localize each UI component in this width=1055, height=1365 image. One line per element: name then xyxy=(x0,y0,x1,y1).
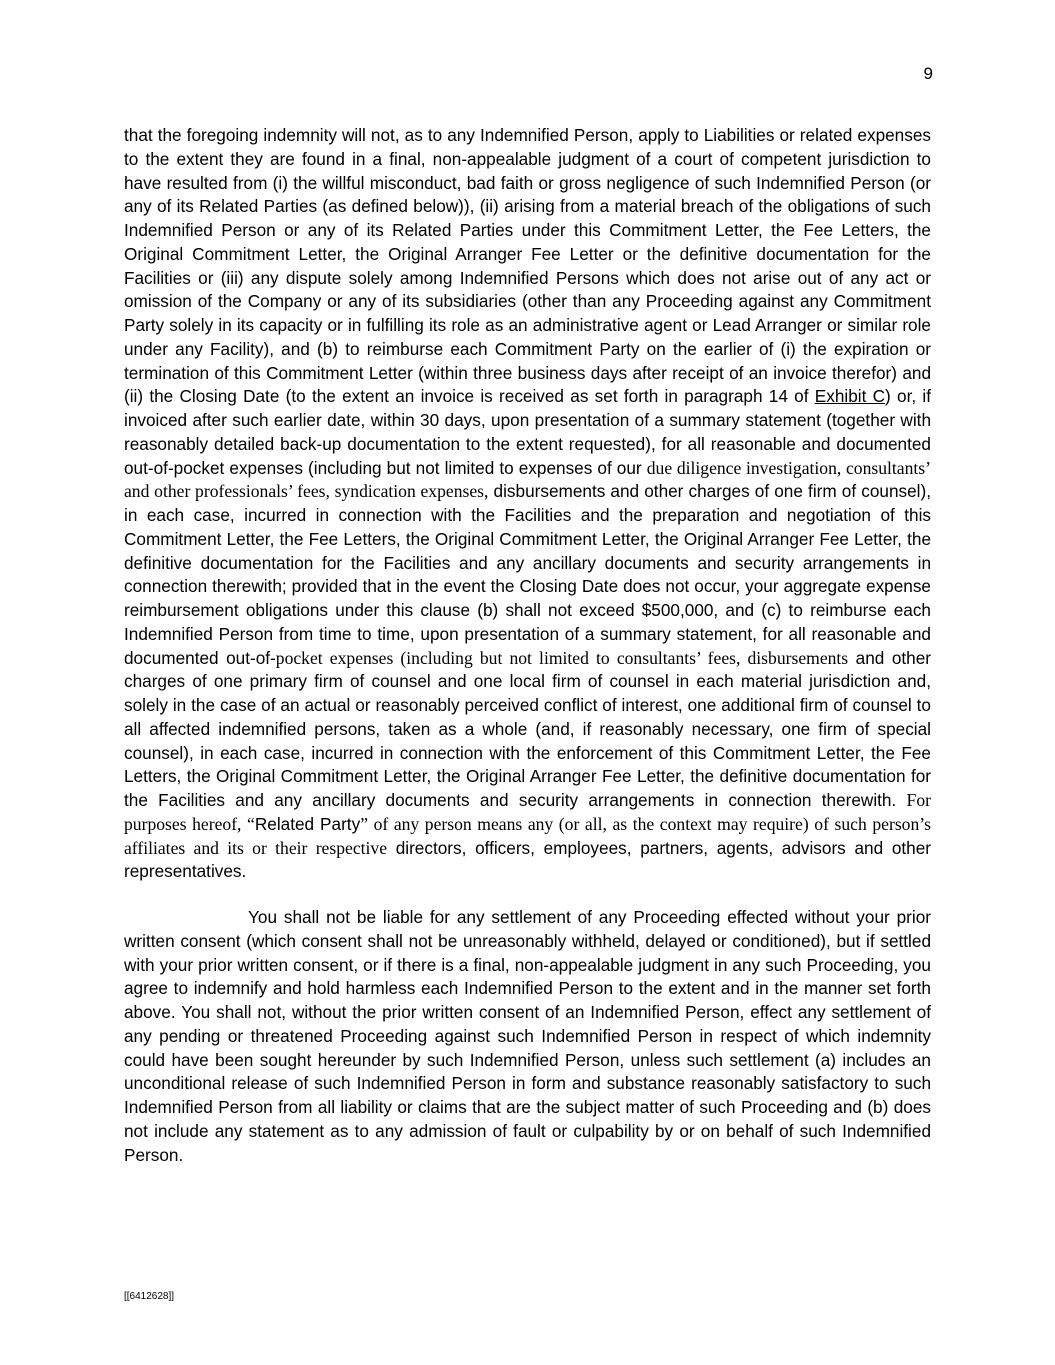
paragraph1-part3: due diligence investigation, consultants’ and other professionals’ fees, syndication expenses, xyxy=(124,457,931,502)
paragraph1-part6: and other charges of one primary firm of counsel and one local firm of counsel in each material jurisdiction and, solely in the case of an actual or reasonably perceived conflict of interest, one additional firm of counsel to all affected indemnified persons, taken as a whole (and, if reasonably necessary, one firm of special counsel), in each case, incurred in connection with the enforcement of this Commitment Letter, the Fee Letters, the Original Commitment Letter, the Original Arranger Fee Letter, the definitive documentation for the Facilities and any ancillary documents and security arrangements in connection therewith. xyxy=(124,647,931,810)
paragraph-indemnity-expenses xyxy=(124,124,931,884)
paragraph1-part7: For purposes hereof, “ xyxy=(124,790,931,834)
document-body xyxy=(124,124,931,1167)
related-party-term: Related Party xyxy=(254,813,361,834)
paragraph1-part5: pocket expenses (including but not limited to consultants’ fees, disbursements xyxy=(275,647,849,668)
paragraph1-part1: that the foregoing indemnity will not, as to any Indemnified Person, apply to Liabilities or related expenses to the extent they are found in a final, non-appealable judgment of a court of competent jurisdiction to have resulted from (i) the willful misconduct, bad faith or gross negligence of such Indemnified Person (or any of its Related Parties (as defined below)), (ii) arising from a material breach of the obligations of such Indemnified Person or any of its Related Parties under this Commitment Letter, the Fee Letters, the Original Commitment Letter, the Original Arranger Fee Letter or the definitive documentation for the Facilities or (iii) any dispute solely among Indemnified Persons which does not arise out of any act or omission of the Company or any of its subsidiaries (other than any Proceeding against any Commitment Party solely in its capacity or in fulfilling its role as an administrative agent or Lead Arranger or similar role under any Facility), and (b) to reimburse each Commitment Party on the earlier of (i) the expiration or termination of this Commitment Letter (within three business days after receipt of an invoice therefor) and (ii) the Closing Date (to the extent an invoice is received as set forth in paragraph 14 of xyxy=(124,125,931,407)
exhibit-c-reference[interactable]: Exhibit C xyxy=(814,386,886,407)
document-id-footer: [[6412628]] xyxy=(124,1291,175,1302)
paragraph-settlement: You shall not be liable for any settlement of any Proceeding effected without your prior written consent (which consent shall not be unreasonably withheld, delayed or conditioned), but if settled with your prior written consent, or if there is a final, non-appealable judgment in any such Proceeding, you agree to indemnify and hold harmless each Indemnified Person to the extent and in the manner set forth above. You shall not, without the prior written consent of an Indemnified Person, effect any settlement of any pending or threatened Proceeding against such Indemnified Person in respect of which indemnity could have been sought hereunder by such Indemnified Person, unless such settlement (a) includes an unconditional release of such Indemnified Person in form and substance reasonably satisfactory to such Indemnified Person from all liability or claims that are the subject matter of such Proceeding and (b) does not include any statement as to any admission of fault or culpability by or on behalf of such Indemnified Person. xyxy=(124,907,931,1165)
page-number: 9 xyxy=(923,64,933,83)
paragraph1-part2: ) or, if invoiced after such earlier date, within 30 days, upon presentation of a summary statement (together with reasonably detailed back-up documentation to the extent requested), for all reasonable and documented out-of-pocket expenses (including but not limited to expenses of our xyxy=(124,386,931,478)
paragraph1-part8: ” of any person means any (or all, as the context may require) of such person’s affiliates and its or their respective xyxy=(124,813,932,858)
paragraph1-part9: directors, officers, employees, partners, agents, advisors and other representatives. xyxy=(124,837,931,882)
paragraph1-part4: disbursements and other charges of one firm of counsel), in each case, incurred in connection with the Facilities and the preparation and negotiation of this Commitment Letter, the Fee Letters, the Original Commitment Letter, the Original Arranger Fee Letter, the definitive documentation for the Facilities and any ancillary documents and security arrangements in connection therewith; provided that in the event the Closing Date does not occur, your aggregate expense reimbursement obligations under this clause (b) shall not exceed $500,000, and (c) to reimburse each Indemnified Person from time to time, upon presentation of a summary statement, for all reasonable and documented out-of- xyxy=(124,481,932,668)
